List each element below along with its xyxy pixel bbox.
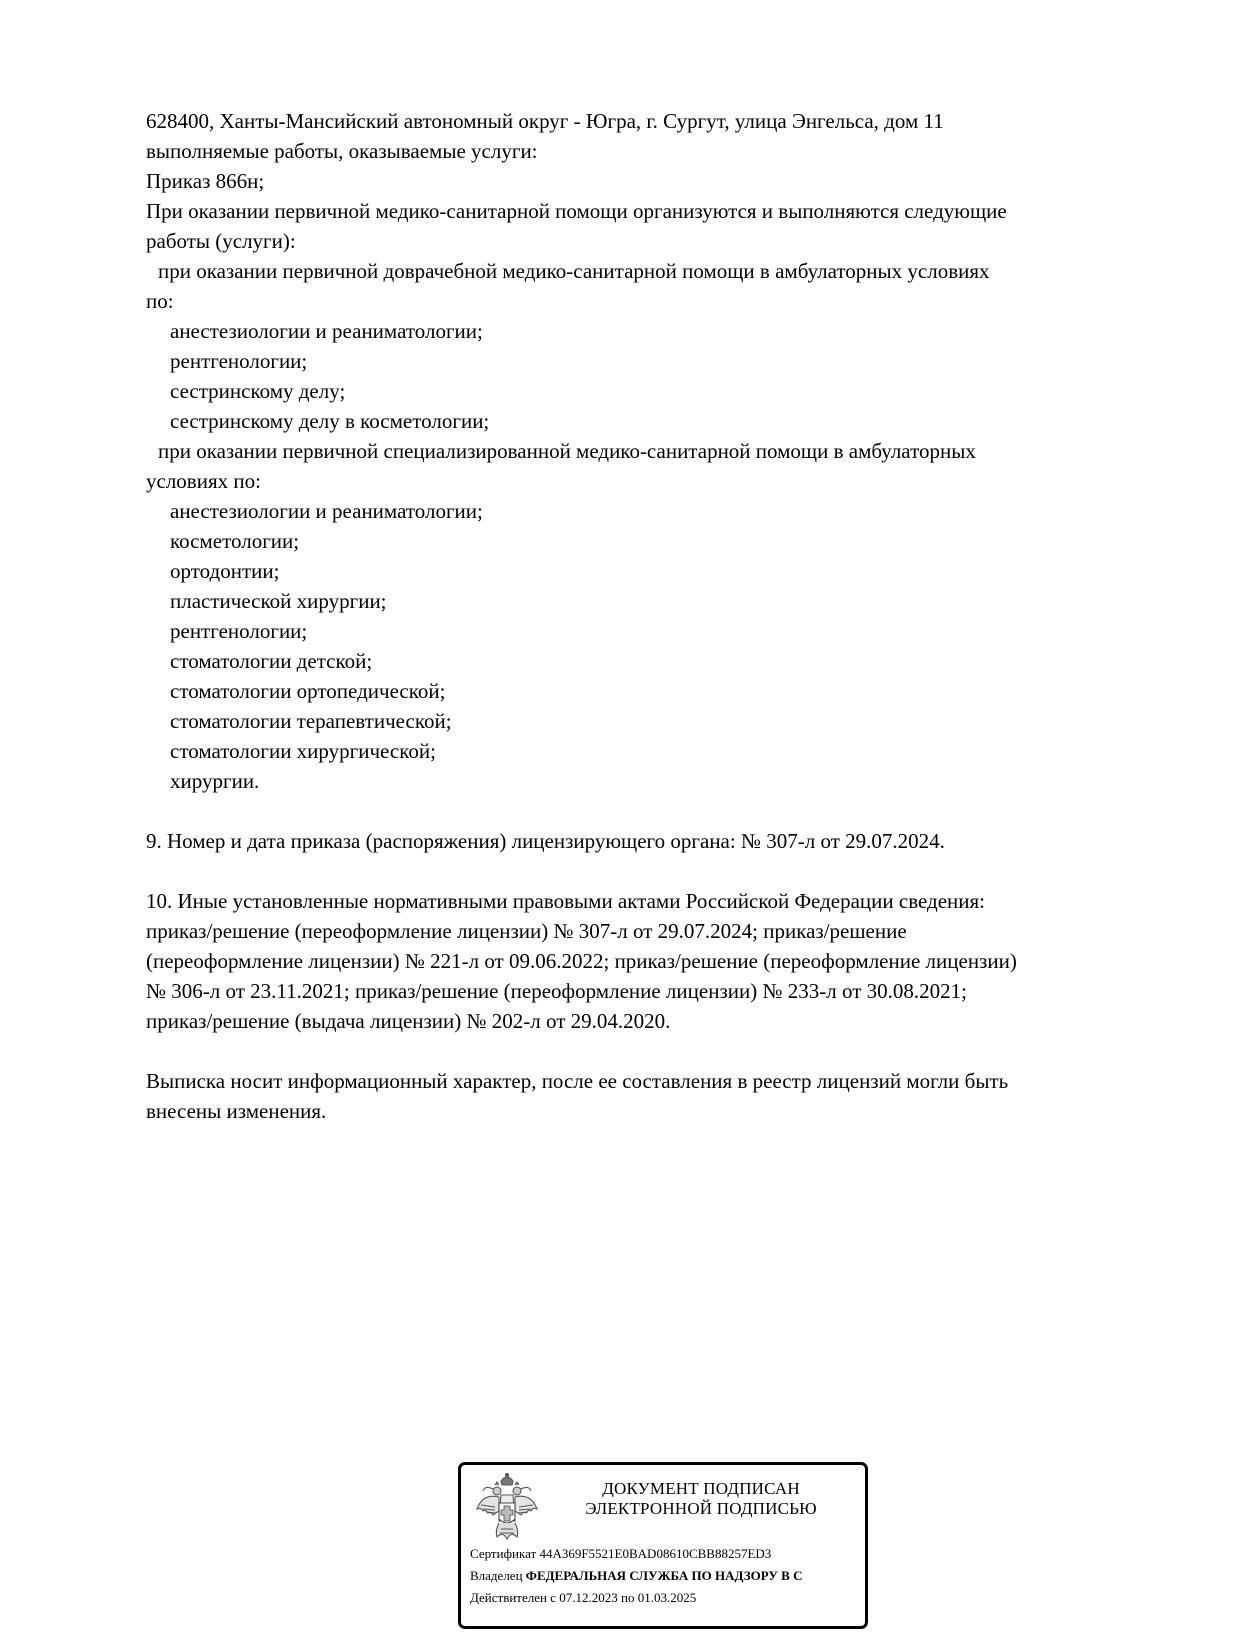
- text-line: при оказании первичной доврачебной медико-санитарной помощи в амбулаторных условиях: [158, 259, 990, 283]
- blank-line: [146, 796, 1186, 826]
- text-line: стоматологии ортопедической;: [170, 679, 446, 703]
- text-line: сестринскому делу в косметологии;: [170, 409, 490, 433]
- text-line: 10. Иные установленные нормативными правовыми актами Российской Федерации сведения:: [146, 889, 986, 913]
- text-line: при оказании первичной специализированной медико-санитарной помощи в амбулаторных: [158, 439, 976, 463]
- owner-line: [470, 1565, 868, 1587]
- text-line: анестезиологии и реаниматологии;: [170, 499, 483, 523]
- text-line: пластической хирургии;: [170, 589, 387, 613]
- text-line: При оказании первичной медико-санитарной помощи организуются и выполняются следующие: [146, 199, 1007, 223]
- certificate-line: [470, 1543, 868, 1565]
- text-line: по:: [146, 289, 174, 313]
- owner-label: Владелец: [470, 1568, 523, 1583]
- certificate-label: Сертификат: [470, 1546, 537, 1561]
- stamp-title-line2: ЭЛЕКТРОННОЙ ПОДПИСЬЮ: [585, 1499, 817, 1518]
- text-line: косметологии;: [170, 529, 300, 553]
- text-line: стоматологии терапевтической;: [170, 709, 452, 733]
- text-line: рентгенологии;: [170, 619, 308, 643]
- document-body: [146, 106, 1186, 1126]
- text-line: Выписка носит информационный характер, после ее составления в реестр лицензий могли быть: [146, 1069, 1009, 1093]
- blank-line: [146, 856, 1186, 886]
- text-line: сестринскому делу;: [170, 379, 346, 403]
- text-line: внесены изменения.: [146, 1099, 327, 1123]
- stamp-title-line1: ДОКУМЕНТ ПОДПИСАН: [602, 1479, 800, 1498]
- text-line: стоматологии хирургической;: [170, 739, 436, 763]
- text-line: работы (услуги):: [146, 229, 296, 253]
- text-line: 628400, Ханты-Мансийский автономный округ - Югра, г. Сургут, улица Энгельса, дом 11: [146, 109, 944, 133]
- text-line: условиях по:: [146, 469, 261, 493]
- text-line: выполняемые работы, оказываемые услуги:: [146, 139, 538, 163]
- text-line: стоматологии детской;: [170, 649, 373, 673]
- stamp-title: [551, 1479, 851, 1519]
- electronic-signature-stamp: [458, 1462, 868, 1629]
- validity-line: Действителен с 07.12.2023 по 01.03.2025: [470, 1590, 697, 1605]
- text-line: Приказ 866н;: [146, 169, 265, 193]
- text-line: ортодонтии;: [170, 559, 280, 583]
- text-line: (переоформление лицензии) № 221-л от 09.06.2022; приказ/решение (переоформление лицензии): [146, 949, 1017, 973]
- certificate-value: 44A369F5521E0BAD08610CBB88257ED3: [539, 1546, 772, 1561]
- text-line: 9. Номер и дата приказа (распоряжения) лицензирующего органа: № 307-л от 29.07.2024.: [146, 829, 945, 853]
- text-line: хирургии.: [170, 769, 260, 793]
- text-line: приказ/решение (переоформление лицензии) № 307-л от 29.07.2024; приказ/решение: [146, 919, 907, 943]
- text-line: анестезиологии и реаниматологии;: [170, 319, 483, 343]
- text-line: приказ/решение (выдача лицензии) № 202-л от 29.04.2020.: [146, 1009, 671, 1033]
- coat-of-arms-icon: [475, 1471, 539, 1545]
- owner-value: ФЕДЕРАЛЬНАЯ СЛУЖБА ПО НАДЗОРУ В С: [525, 1568, 803, 1583]
- text-line: № 306-л от 23.11.2021; приказ/решение (переоформление лицензии) № 233-л от 30.08.2021;: [146, 979, 967, 1003]
- blank-line: [146, 1036, 1186, 1066]
- stamp-meta: [470, 1543, 868, 1609]
- text-line: рентгенологии;: [170, 349, 308, 373]
